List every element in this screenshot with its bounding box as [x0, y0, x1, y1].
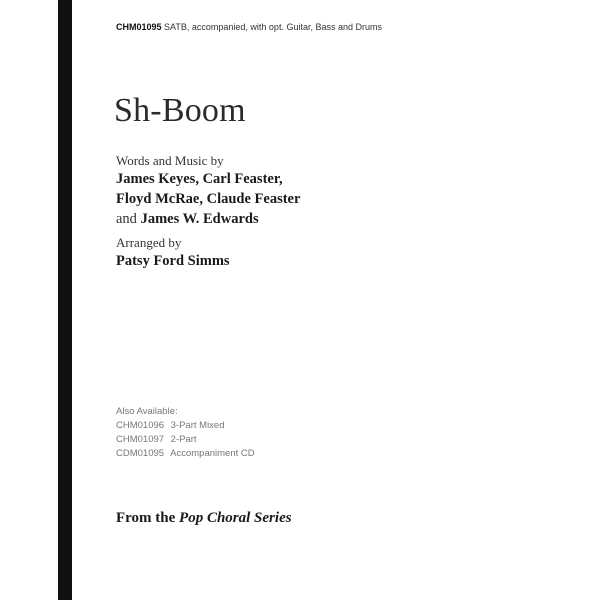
composers-line-2: Floyd McRae, Claude Feaster [116, 191, 301, 207]
catalog-number: CHM01095 [116, 22, 162, 32]
composers-line-1: James Keyes, Carl Feaster, [116, 171, 283, 187]
also-available-heading: Also Available: [116, 406, 178, 417]
arranged-label: Arranged by [116, 235, 182, 250]
arranger-name: Patsy Ford Simms [116, 253, 230, 269]
also-available-block [116, 405, 255, 461]
edition-desc: Accompaniment CD [170, 448, 255, 459]
list-item [116, 447, 255, 461]
composers-line-3 [116, 209, 300, 229]
credits-block [116, 152, 300, 271]
list-item [116, 419, 255, 433]
list-item [116, 433, 255, 447]
edition-code: CDM01095 [116, 448, 165, 459]
spine-bar [58, 0, 72, 600]
catalog-description: SATB, accompanied, with opt. Guitar, Bass and Drums [164, 22, 382, 32]
composers-and: and [116, 211, 137, 227]
edition-code: CHM01097 [116, 434, 165, 445]
words-music-label: Words and Music by [116, 153, 224, 168]
catalog-line [116, 22, 382, 32]
edition-desc: 2-Part [170, 434, 197, 445]
series-prefix: From the [116, 510, 176, 526]
edition-code: CHM01096 [116, 420, 165, 431]
series-name: Pop Choral Series [179, 510, 292, 526]
song-title: Sh-Boom [114, 92, 246, 129]
composers-last-name: James W. Edwards [140, 211, 259, 227]
edition-desc: 3-Part Mixed [170, 420, 225, 431]
series-line [116, 510, 292, 527]
